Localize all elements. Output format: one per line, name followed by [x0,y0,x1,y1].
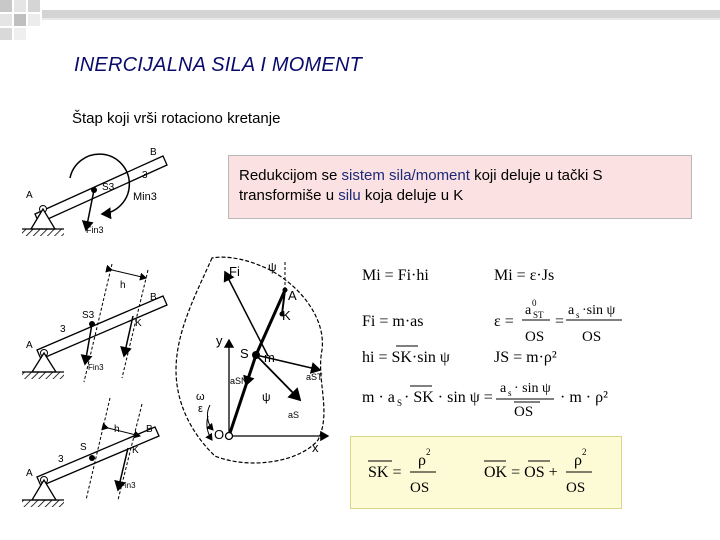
svg-text:·sin ψ: ·sin ψ [582,303,616,318]
label-B: B [150,147,157,158]
label-S: S [240,346,249,361]
slide-subtitle: Štap koji vrši rotaciono kretanje [72,110,281,127]
label-A: A [26,340,33,351]
svg-text:OS: OS [582,329,602,345]
ground-support [22,229,64,236]
label-K: K [282,308,291,323]
svg-text:=: = [555,313,565,330]
label-A: A [288,288,297,303]
svg-text:ε =: ε = [494,313,514,330]
formula-OK-result [484,447,592,496]
diagram-rod-offset [22,264,167,382]
svg-text:ρ: ρ [574,452,582,469]
label-epsilon: ε [198,403,203,415]
label-Fi: Fi [229,264,240,279]
formula-moment-of-inertia: JS = m·ρ² [494,349,557,366]
formula-moment-force: Mi = Fi·hi [362,267,429,284]
label-aS: aS [288,410,300,420]
svg-text:· sin ψ: · sin ψ [514,381,551,396]
svg-text:2: 2 [582,447,587,457]
note-highlight-system: sistem sila/moment [341,167,470,184]
note-highlight-force: silu [338,187,361,204]
rigid-body-diagram [176,257,328,463]
formula-combined [362,381,608,420]
label-psi-top: ψ [268,260,277,274]
label-omega: ω [196,391,205,403]
label-force: Fin3 [120,481,136,490]
note-text-3: koja deluje u K [360,187,464,204]
label-aSN: aSN [230,376,248,386]
svg-text:SK =: SK = [368,464,402,481]
svg-text:a: a [500,381,507,396]
label-A: A [26,190,33,201]
svg-text:ρ: ρ [418,452,426,469]
label-force: Fin3 [88,363,104,372]
label-K: K [132,445,139,456]
svg-text:· m · ρ²: · m · ρ² [560,389,608,406]
formula-group [362,267,622,496]
label-K: K [135,318,142,329]
svg-text:ST: ST [533,310,544,320]
label-moment: Min3 [133,191,157,203]
label-O: O [214,427,225,442]
formula-force: Fi = m·as [362,313,424,330]
diagram-rod-moment [22,147,167,236]
label-m: m [264,350,275,365]
diagram-rod-reduced [22,398,159,507]
svg-text:m · a: m · a [362,389,395,406]
formula-arm: hi = SK·sin ψ [362,349,450,366]
label-force: Fin3 [86,225,104,235]
formula-moment-inertia: Mi = ε·Js [494,267,555,284]
label-3: 3 [60,324,66,335]
formula-angular-acceleration [494,298,622,345]
svg-text:s: s [576,310,580,320]
svg-text:S: S [397,398,403,408]
formula-SK-result [368,447,436,496]
label-aST: aST [306,372,323,382]
svg-text:s: s [508,388,512,398]
label-S: S3 [82,310,95,321]
svg-text:OS: OS [525,329,545,345]
svg-text:· SK · sin ψ =: · SK · sin ψ = [404,389,493,406]
slide-title: INERCIJALNA SILA I MOMENT [74,54,363,76]
label-y: y [216,333,223,348]
label-S: S [80,442,87,453]
label-3: 3 [58,454,64,465]
svg-text:OS: OS [514,404,534,420]
svg-text:OS: OS [566,480,586,496]
label-A: A [26,468,33,479]
svg-text:2: 2 [426,447,431,457]
label-B: B [146,424,153,435]
label-3: 3 [142,170,148,181]
label-h: h [120,280,126,291]
label-B: B [150,292,157,303]
label-psi-bottom: ψ [262,390,271,404]
label-h: h [114,424,120,435]
svg-text:a: a [525,303,532,318]
label-S: S3 [102,182,115,193]
note-text-2: koji deluje u tački S transformiše u [239,167,603,204]
note-text-1: Redukcijom se [239,167,342,184]
svg-text:0: 0 [532,298,537,308]
svg-text:OK = OS +: OK = OS + [484,464,558,481]
label-x: x [312,440,319,455]
svg-text:a: a [568,303,575,318]
svg-text:OS: OS [410,480,430,496]
